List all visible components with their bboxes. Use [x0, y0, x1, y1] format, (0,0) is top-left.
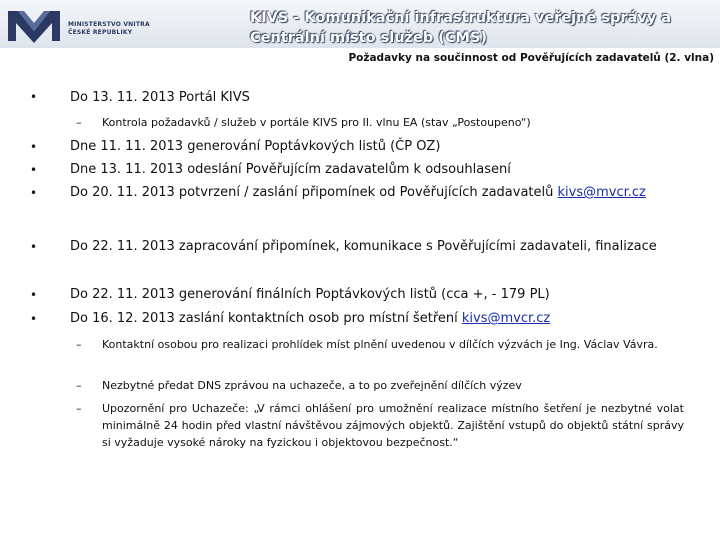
list-sub-item: Nezbytné předat DNS zprávou na uchazeče, a to po zveřejnění dílčích výzev [102, 379, 522, 392]
list-sub-item: Kontaktní osobou pro realizaci prohlídek míst plnění uvedenou v dílčích výzvách je Ing. Václav Vávra. [102, 338, 658, 351]
dash-icon: – [76, 379, 82, 392]
logo-line-2: ČESKÉ REPUBLIKY [68, 29, 133, 36]
dash-icon: – [76, 338, 82, 351]
logo-line-1: MINISTERSTVO VNITRA [68, 21, 150, 28]
bullet-icon: • [30, 186, 38, 200]
list-sub-item: Upozornění pro Uchazeče: „V rámci ohlášení pro umožnění realizace místního šetření je nezbytné volat minimálně 24 hodin před vlastní návštěvou zájmových objektů. Zajištění vstupů do objektů státní správy si vyžaduje vysoké nároky na fyzickou i objektovou bezpečnost.“ [102, 402, 684, 449]
list-sub-item: Kontrola požadavků / služeb v portále KIVS pro II. vlnu EA (stav „Postoupeno“) [102, 116, 531, 129]
bullet-icon: • [30, 163, 38, 177]
email-link[interactable]: kivs@mvcr.cz [461, 311, 551, 326]
bullet-icon: • [30, 288, 38, 302]
list-item-text: Do 16. 12. 2013 zaslání kontaktních osob pro místní šetření [70, 311, 458, 326]
list-item: Dne 11. 11. 2013 generování Poptávkových listů (ČP OZ) [70, 139, 441, 154]
email-link[interactable]: kivs@mvcr.cz [557, 185, 646, 200]
dash-icon: – [76, 402, 82, 415]
list-item: Do 13. 11. 2013 Portál KIVS [70, 90, 250, 105]
dash-icon: – [76, 116, 82, 129]
list-item: Dne 13. 11. 2013 odeslání Pověřujícím zadavatelům k odsouhlasení [70, 162, 511, 177]
list-item [70, 309, 684, 328]
page-subtitle: Požadavky na součinnost od Pověřujících zadavatelů (2. vlna) [348, 52, 714, 64]
page-title: KIVS - Komunikační infrastruktura veřejné správy a Centrální místo služeb (CMS) [250, 10, 672, 46]
bullet-icon: • [30, 312, 38, 326]
bullet-icon: • [30, 140, 38, 154]
list-item: Do 22. 11. 2013 zapracování připomínek, komunikace s Pověřujícími zadavateli, finalizace [70, 239, 657, 254]
list-item-text: Do 20. 11. 2013 potvrzení / zaslání připomínek od Pověřujících zadavatelů [70, 185, 554, 200]
bullet-icon: • [30, 90, 38, 104]
list-item: Do 22. 11. 2013 generování finálních Poptávkových listů (cca +, - 179 PL) [70, 287, 550, 302]
list-item [70, 183, 684, 202]
bullet-icon: • [30, 240, 38, 254]
